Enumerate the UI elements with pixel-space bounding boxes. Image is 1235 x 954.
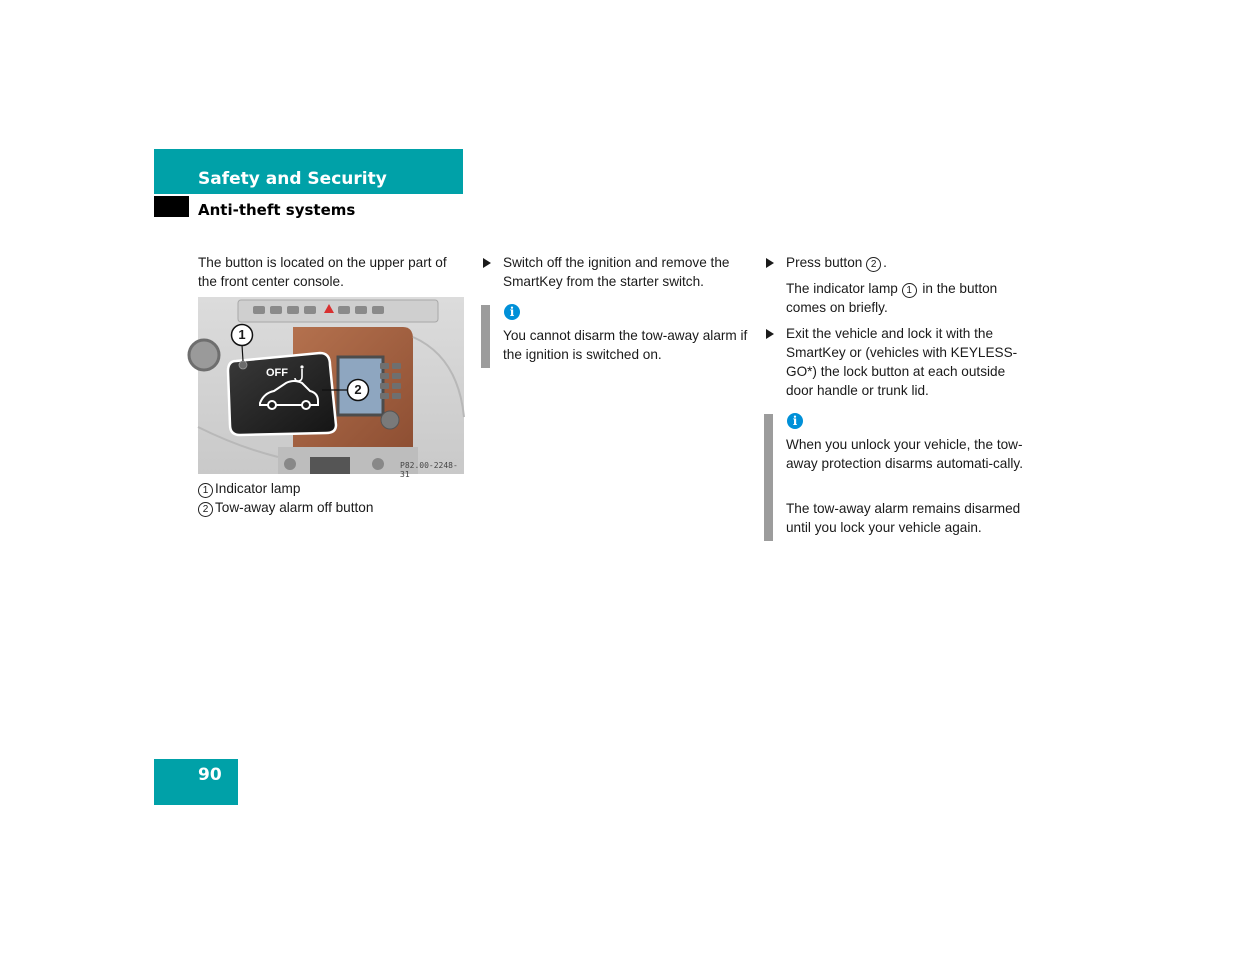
lamp-number: 1 <box>902 283 917 298</box>
info-text: The tow-away alarm remains disarmed until you lock your vehicle again. <box>786 501 1021 535</box>
figure-code: P82.00-2248-31 <box>400 461 458 479</box>
legend-item <box>198 498 464 517</box>
info-text: You cannot disarm the tow-away alarm if the ignition is switched on. <box>503 328 748 362</box>
result-text: The indicator lamp 1 in the button comes on briefly. <box>786 281 998 315</box>
step-bullet <box>483 258 491 268</box>
page-number: 90 <box>198 765 222 785</box>
subsection-title: Anti-theft systems <box>198 201 356 219</box>
off-label: OFF <box>266 367 288 379</box>
legend-item <box>198 479 464 498</box>
legend-number: 1 <box>198 483 213 498</box>
section-title: Safety and Security <box>198 169 387 189</box>
step-text: Press button 2 . <box>786 255 887 270</box>
figure-legend <box>198 479 464 517</box>
legend-text: Indicator lamp <box>215 481 301 496</box>
step-text: Exit the vehicle and lock it with the SmartKey or (vehicles with KEYLESS-GO*) the lock button at each outside door handle or trunk lid. <box>786 326 1018 398</box>
step-bullet <box>766 258 774 268</box>
info-icon: i <box>787 413 803 429</box>
button-number: 2 <box>866 257 881 272</box>
info-bar <box>764 414 773 541</box>
callout-1: 1 <box>238 327 246 342</box>
info-text: When you unlock your vehicle, the tow-away protection disarms automati-cally. <box>786 437 1023 471</box>
legend-number: 2 <box>198 502 213 517</box>
callout-2: 2 <box>354 382 362 397</box>
page-number-band <box>154 759 238 805</box>
console-photo <box>198 297 464 479</box>
intro-text: The button is located on the upper part of the front center console. <box>198 255 447 289</box>
legend-text: Tow-away alarm off button <box>215 500 374 515</box>
subsection-marker <box>154 196 189 217</box>
info-bar <box>481 305 490 368</box>
step-bullet <box>766 329 774 339</box>
info-icon: i <box>504 304 520 320</box>
step-text: Switch off the ignition and remove the SmartKey from the starter switch. <box>503 255 730 289</box>
